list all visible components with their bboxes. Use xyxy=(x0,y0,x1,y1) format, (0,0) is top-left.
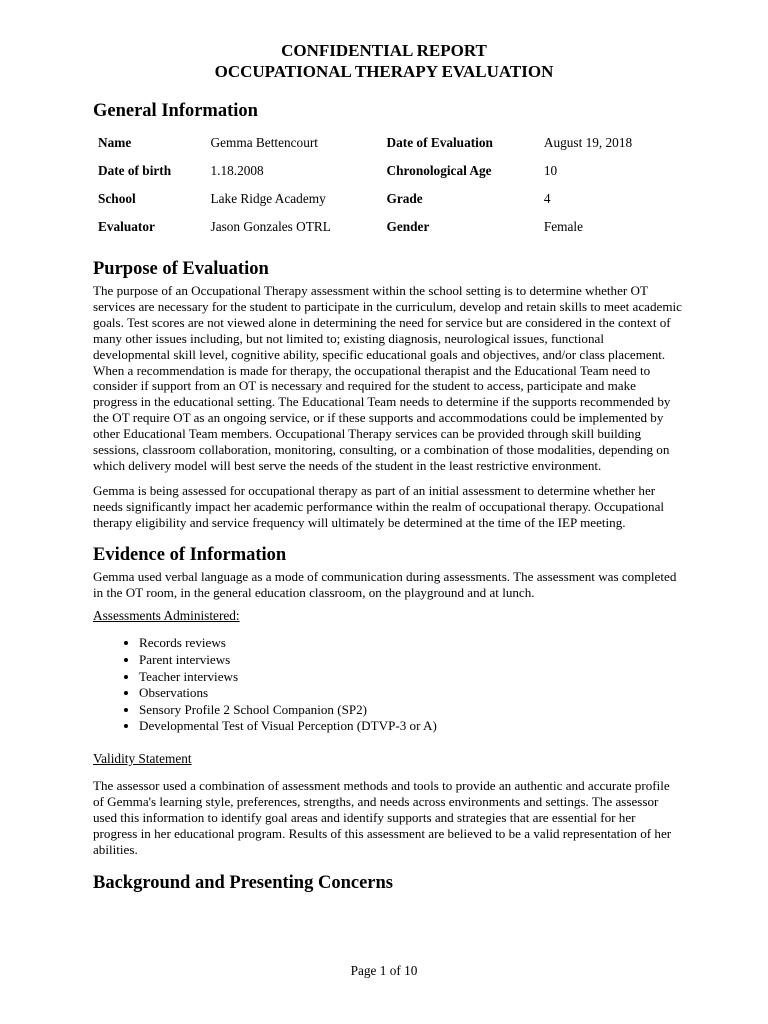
report-title-line-2: OCCUPATIONAL THERAPY EVALUATION xyxy=(214,62,554,81)
info-value: August 19, 2018 xyxy=(543,135,633,150)
info-value: 10 xyxy=(543,163,558,178)
info-value: Gemma Bettencourt xyxy=(210,135,318,150)
general-information-heading: General Information xyxy=(93,101,258,121)
validity-statement-heading: Validity Statement xyxy=(93,750,192,766)
info-label: Name xyxy=(98,135,132,150)
info-value: Lake Ridge Academy xyxy=(210,191,326,206)
report-title xyxy=(93,40,675,82)
assessments-administered-heading: Assessments Administered: xyxy=(93,608,240,624)
info-value: Jason Gonzales OTRL xyxy=(210,219,331,234)
info-label: School xyxy=(98,191,136,206)
info-label: Evaluator xyxy=(98,219,155,234)
info-label: Grade xyxy=(386,191,423,206)
info-label: Date of Evaluation xyxy=(386,135,493,150)
info-value: Female xyxy=(543,219,583,234)
purpose-paragraph-2: Gemma is being assessed for occupational therapy as part of an initial assessment to determine whether her needs significantly impact her academic performance within the realm of occupational therapy. Occupational therapy eligibility and service frequency will ultimately be determined at the time of the IEP meeting. xyxy=(93,482,665,530)
page-number: Page 1 of 10 xyxy=(350,963,418,978)
assessments-list xyxy=(93,635,683,735)
info-value: 4 xyxy=(543,191,551,206)
purpose-paragraph-1: The purpose of an Occupational Therapy assessment within the school setting is to determine whether OT services are necessary for the student to participate in the curriculum, develop and retain skills to meet academic goals. Test scores are not viewed alone in determining the need for service but are considered in the context of many other issues including, but not limited to; existing diagnosis, neurological issues, functional developmental skill level, cognitive ability, specific educational goals and objectives, and/or class placement. When a recommendation is made for therapy, the occupational therapist and the Educational Team need to consider if support from an OT is necessary and required for the student to access, participate and make progress in the educational setting. The Educational Team needs to determine if the supports recommended by the OT require OT as an ongoing service, or if these supports and accommodations could be implemented by other Educational Team members. Occupational Therapy services can be provided through skill building sessions, classroom collaboration, monitoring, consulting, or a combination of those modalities, depending on which delivery model will best serve the needs of the student in the least restrictive environment. xyxy=(93,283,682,473)
info-value: 1.18.2008 xyxy=(210,163,264,178)
info-label: Chronological Age xyxy=(386,163,492,178)
purpose-heading: Purpose of Evaluation xyxy=(93,259,269,279)
assessment-list-item: • Teacher interviews xyxy=(139,669,683,686)
assessment-list-item: • Records reviews xyxy=(139,635,683,652)
info-row xyxy=(93,188,683,216)
document-page xyxy=(93,40,683,894)
general-information-table xyxy=(93,132,683,244)
info-row xyxy=(93,216,683,244)
assessment-list-item: • Parent interviews xyxy=(139,652,683,669)
assessment-list-item: • Sensory Profile 2 School Companion (SP2) xyxy=(139,702,683,719)
info-label: Date of birth xyxy=(98,163,172,178)
assessment-list-item: • Observations xyxy=(139,685,683,702)
info-label: Gender xyxy=(386,219,430,234)
report-title-line-1: CONFIDENTIAL REPORT xyxy=(281,41,487,60)
evidence-heading: Evidence of Information xyxy=(93,544,287,565)
info-row xyxy=(93,132,683,160)
assessment-list-item: • Developmental Test of Visual Perception (DTVP-3 or A) xyxy=(139,718,683,735)
evidence-paragraph: Gemma used verbal language as a mode of communication during assessments. The assessment was completed in the OT room, in the general education classroom, on the playground and at lunch. xyxy=(93,568,677,600)
info-row xyxy=(93,160,683,188)
background-heading: Background and Presenting Concerns xyxy=(93,872,393,893)
validity-paragraph: The assessor used a combination of assessment methods and tools to provide an authentic and accurate profile of Gemma's learning style, preferences, strengths, and needs across environments and settings. The assessor used this information to identify goal areas and identify supports and strategies that are essential for her progress in her educational program. Results of this assessment are believed to be a valid representation of her abilities. xyxy=(93,777,672,857)
